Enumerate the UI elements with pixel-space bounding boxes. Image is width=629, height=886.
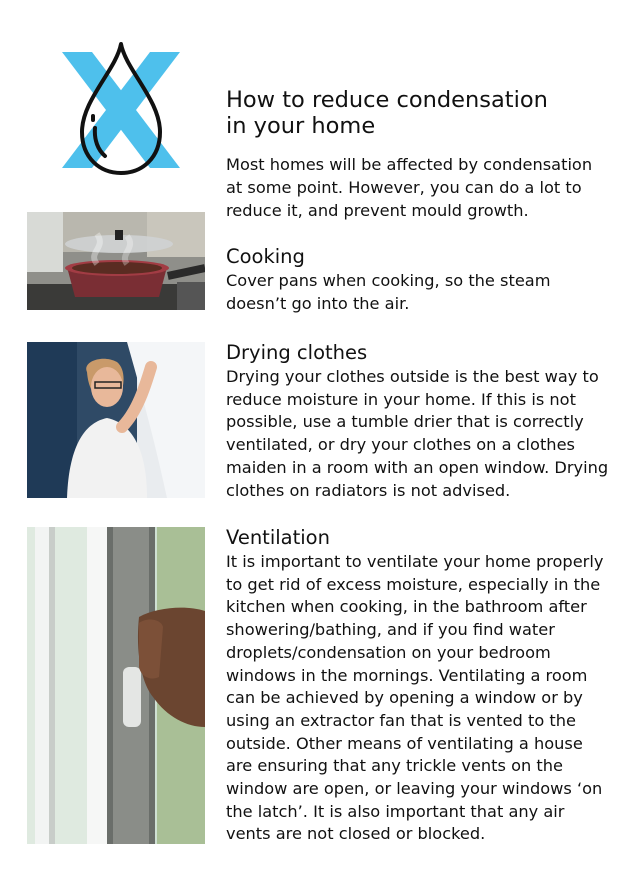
section-body-ventilation: It is important to ventilate your home properly to get rid of excess moisture, especially in the kitchen when cooking, in the bathroom after showering/bathing, and if you find water droplets/condensation on your bedroom windows in the mornings. Ventilating a room can be achieved by opening a window or by using an extractor fan that is vented to the outside. Other means of ventilating a house are ensuring that any trickle vents on the window are open, or leaving your windows ‘on the latch’. It is also important that any air vents are not closed or blocked. — [226, 552, 604, 844]
page-title — [226, 87, 606, 139]
intro-paragraph: Most homes will be affected by condensation at some point. However, you can do a lot to reduce it, and prevent mould growth. — [226, 155, 593, 220]
woman-hanging-laundry-photo — [27, 342, 205, 498]
section-heading-cooking: Cooking — [226, 245, 305, 268]
title-line-2: in your home — [226, 113, 376, 139]
section-body-drying-clothes: Drying your clothes outside is the best way to reduce moisture in your home. If this is not possible, use a tumble drier that is correctly ventilated, or dry your clothes on a clothes maiden in a room with an open window. Drying clothes on radiators is not advised. — [226, 367, 609, 500]
section-body-cooking: Cover pans when cooking, so the steam doesn’t go into the air. — [226, 271, 551, 313]
steaming-pan-photo — [27, 212, 205, 310]
water-drop-crossed-icon — [58, 40, 184, 180]
section-heading-drying-clothes: Drying clothes — [226, 341, 368, 364]
section-heading-ventilation: Ventilation — [226, 526, 330, 549]
title-line-1: How to reduce condensation — [226, 87, 548, 113]
hand-opening-window-photo — [27, 527, 205, 844]
